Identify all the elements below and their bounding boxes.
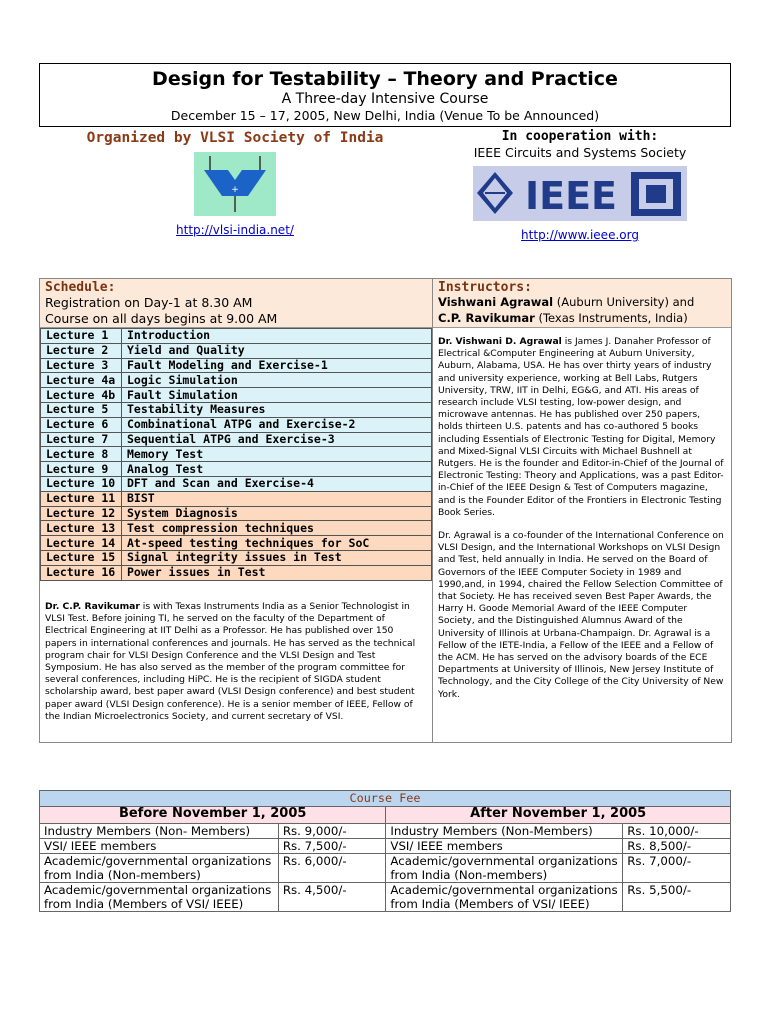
ravikumar-bio-name: Dr. C.P. Ravikumar — [45, 601, 140, 612]
lecture-number: Lecture 11 — [41, 491, 122, 506]
before-category: VSI/ IEEE members — [40, 839, 279, 854]
schedule-title: Schedule: — [45, 280, 116, 295]
before-category: Academic/governmental organizations from India (Non-members) — [40, 854, 279, 883]
course-header — [39, 63, 731, 127]
lecture-row — [41, 491, 432, 506]
schedule-header — [40, 279, 432, 328]
ieee-wordmark: IEEE — [524, 174, 618, 218]
lecture-topic: Memory Test — [122, 447, 432, 462]
course-dates: December 15 – 17, 2005, New Delhi, India (Venue To be Announced) — [170, 108, 600, 123]
instructor-1-name: Vishwani Agrawal — [438, 295, 554, 309]
lecture-number: Lecture 12 — [41, 506, 122, 521]
lecture-topic: Testability Measures — [122, 402, 432, 417]
agrawal-bio-p2: Dr. Agrawal is a co-founder of the International Conference on VLSI Design, and the International Workshops on VLSI Design and Test, held annually in India. He served on the Board of Governors of the IEEE Computer Society in 1989 and 1990,and, in 1994, chaired the Fellow Selection Committee of that Society. He has received seven Best Paper Awards, the Harry H. Goode Memorial Award of the IEEE Computer Society, and the Distinguished Alumnus Award of the University of Illinois at Urbana-Champaign. Dr. Agrawal is a Fellow of the IETE-India, a Fellow of the IEEE and a Fellow of the ACM. He has served on the advisory boards of the ECE Departments at University of Illinois, New Jersey Institute of Technology, and the City College of the City University of New York. — [438, 530, 724, 700]
lecture-number: Lecture 4b — [41, 388, 122, 403]
before-fee: Rs. 4,500/- — [278, 883, 386, 912]
lecture-row — [41, 506, 432, 521]
after-deadline-header: After November 1, 2005 — [386, 807, 731, 824]
fee-row — [40, 854, 731, 883]
vlsi-logo — [194, 152, 276, 216]
instructors-header — [433, 279, 731, 328]
lecture-row — [41, 432, 432, 447]
lecture-number: Lecture 16 — [41, 565, 122, 580]
organizer-block — [39, 128, 431, 237]
lecture-topic: System Diagnosis — [122, 506, 432, 521]
lecture-row — [41, 373, 432, 388]
lecture-topic: Logic Simulation — [122, 373, 432, 388]
lecture-row — [41, 388, 432, 403]
lecture-row — [41, 358, 432, 373]
registration-time: Registration on Day-1 at 8.30 AM — [45, 295, 253, 310]
lecture-number: Lecture 9 — [41, 462, 122, 477]
after-fee: Rs. 8,500/- — [623, 839, 731, 854]
after-fee: Rs. 10,000/- — [623, 824, 731, 839]
fee-row — [40, 883, 731, 912]
schedule-column — [40, 279, 433, 742]
lecture-number: Lecture 13 — [41, 521, 122, 536]
lecture-topic: Power issues in Test — [122, 565, 432, 580]
ravikumar-bio-text: is with Texas Instruments India as a Senior Technologist in VLSI Test. Before joining TI, he served on the faculty of the Department of Electrical Engineering at IIT Delhi as a Professor. He has published over 150 papers in international conferences and journals. He has served as the technical program chair for VLSI Design Conference and the VLSI Design and Test Symposium. He has also served as the member of the program committee for several conferences, including HiPC. He is the recipient of SIGDA student scholarship award, best paper award (VLSI Design conference) and best student paper award (VLSI Design conference). He is a senior member of IEEE, Fellow of the Indian Microelectronics Society, and current secretary of VSI. — [45, 601, 416, 722]
lecture-table — [40, 328, 432, 581]
cooperation-society: IEEE Circuits and Systems Society — [473, 145, 687, 160]
lecture-topic: Sequential ATPG and Exercise-3 — [122, 432, 432, 447]
fee-row — [40, 839, 731, 854]
ieee-logo — [473, 166, 687, 221]
instructor-2-name: C.P. Ravikumar — [438, 310, 535, 325]
instructor-1-affiliation: (Auburn University) and — [553, 295, 695, 309]
lecture-topic: Combinational ATPG and Exercise-2 — [122, 417, 432, 432]
lecture-number: Lecture 10 — [41, 476, 122, 491]
after-category: VSI/ IEEE members — [386, 839, 623, 854]
lecture-topic: Fault Modeling and Exercise-1 — [122, 358, 432, 373]
before-fee: Rs. 9,000/- — [278, 824, 386, 839]
lecture-topic: DFT and Scan and Exercise-4 — [122, 476, 432, 491]
lecture-number: Lecture 5 — [41, 402, 122, 417]
lecture-number: Lecture 2 — [41, 343, 122, 358]
course-start-time: Course on all days begins at 9.00 AM — [45, 311, 278, 326]
after-fee: Rs. 5,500/- — [623, 883, 731, 912]
agrawal-bio-p1 — [438, 336, 726, 519]
lecture-row — [41, 565, 432, 580]
lecture-number: Lecture 6 — [41, 417, 122, 432]
cooperation-label: In cooperation with: — [501, 129, 659, 144]
lecture-number: Lecture 8 — [41, 447, 122, 462]
after-fee: Rs. 7,000/- — [623, 854, 731, 883]
instructor-1 — [438, 295, 726, 311]
course-title: Design for Testability – Theory and Practice — [152, 68, 618, 90]
lecture-topic: Introduction — [122, 329, 432, 344]
course-subtitle: A Three-day Intensive Course — [281, 91, 489, 107]
lecture-topic: BIST — [122, 491, 432, 506]
agrawal-bio — [433, 328, 731, 701]
lecture-topic: Fault Simulation — [122, 388, 432, 403]
lecture-topic: Signal integrity issues in Test — [122, 550, 432, 565]
instructor-2 — [438, 311, 726, 327]
lecture-topic: Test compression techniques — [122, 521, 432, 536]
lecture-number: Lecture 7 — [41, 432, 122, 447]
lecture-number: Lecture 3 — [41, 358, 122, 373]
lecture-row — [41, 447, 432, 462]
course-fee-table — [39, 790, 731, 912]
lecture-row — [41, 550, 432, 565]
lecture-number: Lecture 14 — [41, 536, 122, 551]
lecture-row — [41, 521, 432, 536]
instructor-2-affiliation: (Texas Instruments, India) — [534, 310, 688, 325]
svg-text:+: + — [231, 185, 239, 195]
instructors-column — [433, 279, 731, 742]
lecture-row — [41, 402, 432, 417]
ieee-link[interactable]: http://www.ieee.org — [521, 228, 639, 242]
agrawal-bio-text: is James J. Danaher Professor of Electrical &Computer Engineering at Auburn University, Auburn, Alabama, USA. He has over thirty years of industry and university experience, working at Bell Labs, Rutgers University, TRW, IIT in Delhi, EG&G, and ATI. His areas of research include VLSI testing, low-power design, and microwave antennas. He has published over 250 papers, holds thirteen U.S. patents and has co-authored 5 books including Essentials of Electronic Testing for Digital, Memory and Mixed-Signal VLSI Circuits with Michael Bushnell at Rutgers. He is the founder and Editor-in-Chief of the Journal of Electronic Testing: Theory and Applications, was a past Editor-in-Chief of the IEEE Design & Test of Computers magazine, and is the Founder Editor of the Frontiers in Electronic Testing Book Series. — [438, 336, 724, 518]
lecture-row — [41, 343, 432, 358]
after-category: Industry Members (Non-Members) — [386, 824, 623, 839]
lecture-row — [41, 417, 432, 432]
vlsi-link[interactable]: http://vlsi-india.net/ — [176, 223, 294, 237]
cooperation-block — [434, 128, 726, 242]
instructors-title: Instructors: — [438, 280, 532, 295]
lecture-topic: Yield and Quality — [122, 343, 432, 358]
lecture-row — [41, 536, 432, 551]
after-category: Academic/governmental organizations from India (Non-members) — [386, 854, 623, 883]
lecture-number: Lecture 4a — [41, 373, 122, 388]
ravikumar-bio — [45, 601, 427, 723]
lecture-number: Lecture 1 — [41, 329, 122, 344]
after-category: Academic/governmental organizations from India (Members of VSI/ IEEE) — [386, 883, 623, 912]
lecture-row — [41, 329, 432, 344]
lecture-topic: At-speed testing techniques for SoC — [122, 536, 432, 551]
lecture-number: Lecture 15 — [41, 550, 122, 565]
before-fee: Rs. 6,000/- — [278, 854, 386, 883]
before-deadline-header: Before November 1, 2005 — [40, 807, 386, 824]
fee-row — [40, 824, 731, 839]
lecture-row — [41, 462, 432, 477]
before-category: Academic/governmental organizations from India (Members of VSI/ IEEE) — [40, 883, 279, 912]
course-fee-title: Course Fee — [40, 791, 731, 807]
organizer-label: Organized by VLSI Society of India — [86, 130, 384, 146]
lecture-row — [41, 476, 432, 491]
before-category: Industry Members (Non- Members) — [40, 824, 279, 839]
agrawal-bio-name: Dr. Vishwani D. Agrawal — [438, 336, 562, 347]
lecture-topic: Analog Test — [122, 462, 432, 477]
schedule-instructors-block — [39, 278, 732, 743]
before-fee: Rs. 7,500/- — [278, 839, 386, 854]
